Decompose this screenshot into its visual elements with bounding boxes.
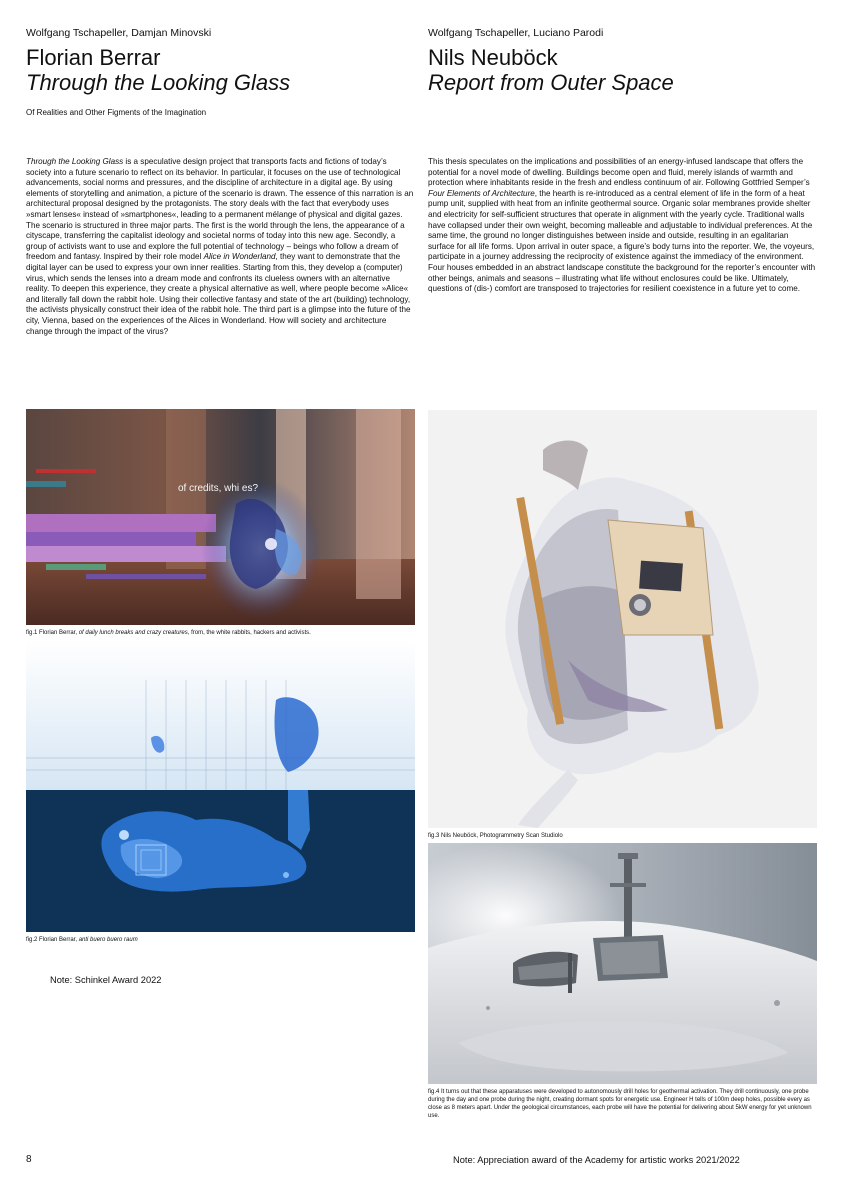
left-body-part2: , they want to demonstrate that the digital layer can be used to express your own inner realities. Starting from this, they develop a (computer) virus, which sends the lenses into a dream mode and confronts its clueless owners with an alternative reality. To deepen this experience, they create a physical alternative as well, where people become »Alice« and literally fall down the rabbit hole. Using their collective fantasy and state of the art (building) technology, the activists physically construct their idea of the rabbit hole. The third part is a glimpse into the future of the city, Vienna, based on the experiences of the Alices in Wonderland. How will society and architecture change through the impact of the virus? xyxy=(26,252,411,336)
left-author-name: Florian Berrar xyxy=(26,45,161,70)
right-body-part2: , the hearth is re-introduced as a central element of life in the form of a heat pump unit, supplied with heat from an infinite geothermal source. Organic solar membranes provide shelter and electricity for self-sufficient structures that operate in alignment with the yearly cycle. Traditional walls have collapsed under their own weight, becoming malleable and adjustable to individual preferences. At the same time, the ground no longer distinguishes between inside and outside, resulting in an egalitarian surface for all life forms. Upon arrival in outer space, a figure’s body turns into the reporter. We, the voyeurs, participate in a journey addressing the reciprocity of existence against the immediacy of the environment. Four houses embedded in an abstract landscape constitute the background for the reporter’s encounter with other beings, animals and seasons – illustrating what life without enclosures could be like. Ultimately, questions of (dis-) comfort are transposed to trajectories for resilient coexistence in a future yet to come. xyxy=(428,188,816,294)
right-supervisors: Wolfgang Tschapeller, Luciano Parodi xyxy=(428,27,604,39)
right-body-italic-reference: Four Elements of Architecture xyxy=(428,188,535,198)
right-body-text xyxy=(428,157,816,295)
fig2-caption xyxy=(26,936,415,944)
fig1-image xyxy=(26,409,415,625)
left-body-lead-title: Through the Looking Glass xyxy=(26,157,124,166)
right-author-name: Nils Neuböck xyxy=(428,45,558,70)
fig3-image xyxy=(428,410,817,828)
right-body-part1: This thesis speculates on the implications and possibilities of an energy-infused landscape that offers the potential for a novel mode of dwelling. Buildings become open and fluid, merely islands of warmth and protection where inhabitants reside in the fresh and endless continuum of air. Following Gottfried Semper’s xyxy=(428,157,810,188)
fig4-image xyxy=(428,843,817,1084)
fig1-caption-label: fig.1 Florian Berrar, xyxy=(26,630,79,636)
left-body-text xyxy=(26,157,414,337)
left-body-part1: is a speculative design project that transports facts and fictions of today’s society into a future scenario to reflect on its behavior. In particular, it focuses on the use of technological advancements, social norms and pressures, and the discipline of architecture in a digital age. By using elements of storytelling and animation, a picture of the scenario is drawn. The essence of this narration is an architectural proposal designed by the protagonists. The story deals with the fact that everybody uses »smart lenses« instead of »smartphones«, leading to a permanent mélange of physical and digital gazes. The scenario is structured in three major parts. The first is the world through the lens, the appearance of a cityscape, transferring the capitalist ideology and societal norms of today into this new age. Secondly, a group of activists want to use and explore the full potential of technology – beings who follow a dream of freedom and fantasy. Inspired by their role model xyxy=(26,157,414,262)
fig2-caption-title: anti buero buero raum xyxy=(78,937,138,943)
fig1-caption-rest: , from, the white rabbits, hackers and activists. xyxy=(187,630,311,636)
fig2-image xyxy=(26,640,415,932)
left-supervisors: Wolfgang Tschapeller, Damjan Minovski xyxy=(26,27,212,39)
fig2-caption-label: fig.2 Florian Berrar, xyxy=(26,937,79,943)
left-project-title: Through the Looking Glass xyxy=(26,70,291,95)
left-body-italic-reference: Alice in Wonderland xyxy=(203,252,276,262)
fig4-caption: fig.4 It turns out that these apparatuses were developed to autonomously drill holes for geothermal activation. They drill continuously, one probe during the day and one probe during the night, creating dormant spots for energetic use. Engineer H tells of 100m deep holes, possible every as close as 8 meters apart. Under the geological circumstances, each probe will have the potential for delivering about 5kW energy for yet unknown use. xyxy=(428,1089,812,1119)
fig1-caption-title: of daily lunch breaks and crazy creatures xyxy=(78,630,188,636)
right-project-title: Report from Outer Space xyxy=(428,70,674,95)
right-award-note: Note: Appreciation award of the Academy for artistic works 2021/2022 xyxy=(453,1155,740,1165)
left-project-subtitle: Of Realities and Other Figments of the Imagination xyxy=(26,108,207,117)
page-number: 8 xyxy=(26,1154,32,1165)
left-award-note: Note: Schinkel Award 2022 xyxy=(50,975,162,985)
fig1-overlay-text: of credits, whi es? xyxy=(178,483,259,494)
fig3-caption: fig.3 Nils Neuböck, Photogrammetry Scan Studiolo xyxy=(428,833,563,839)
fig1-caption xyxy=(26,629,415,637)
